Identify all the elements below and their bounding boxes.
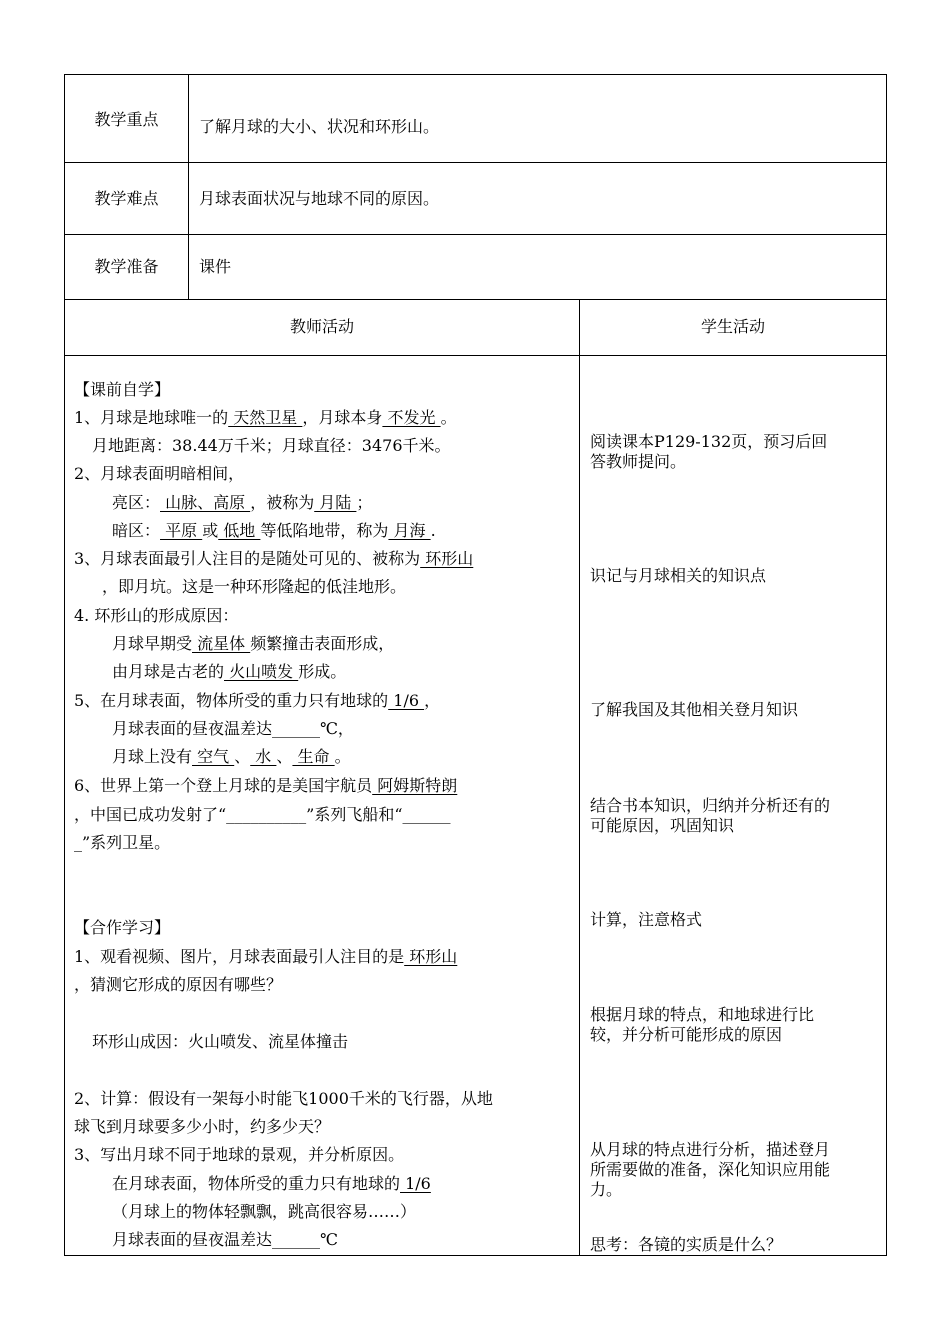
answer-blank: 1/6 [400,1174,431,1193]
student-activity-7-cont: 所需要做的准备，深化知识应用能 [590,1160,831,1179]
answer-blank: 火山喷发 [224,662,299,681]
question-6: 6、世界上第一个登上月球的是美国宇航员 阿姆斯特朗 [74,776,458,795]
student-activity-6-cont: 较，并分析可能形成的原因 [590,1025,783,1044]
question-3: 3、月球表面最引人注目的是随处可见的、被称为 环形山 [74,549,474,568]
section-title-cooperative: 【合作学习】 [74,918,171,937]
student-activity-3: 了解我国及其他相关登月知识 [590,700,799,719]
answer-blank: 平原 [160,521,203,540]
coop-question-1: 1、观看视频、图片，月球表面最引人注目的是 环形山 [74,947,458,966]
temperature-line-2: 月球表面的昼夜温差达______℃ [112,1230,338,1249]
answer-blank: 1/6 [388,691,425,710]
answer-blank: 空气 [192,747,235,766]
answer-blank: 环形山 [404,947,458,966]
student-activity-7-cont-2: 力。 [590,1180,623,1199]
row-content-difficulties: 月球表面状况与地球不同的原因。 [199,189,440,208]
table-border [64,1255,887,1256]
answer-blank: 不发光 [382,408,441,427]
answer-blank: 低地 [218,521,261,540]
table-border [188,74,189,300]
row-label-preparation: 教学准备 [94,257,159,276]
question-1: 1、月球是地球唯一的 天然卫星 ，月球本身 不发光 。 [74,408,457,427]
answer-blank: 水 [250,747,277,766]
question-2: 2、月球表面明暗相间， [74,464,245,483]
coop-question-2: 2、计算：假设有一架每小时能飞1000千米的飞行器，从地 [74,1089,493,1108]
coop-question-3: 3、写出月球不同于地球的景观，并分析原因。 [74,1145,405,1164]
table-border [886,74,887,1256]
question-5: 5、在月球表面，物体所受的重力只有地球的 1/6 ， [74,691,441,710]
answer-blank: ______ [272,1230,321,1249]
table-border [64,355,887,356]
student-activity-1: 阅读课本P129-132页，预习后回 [590,432,828,451]
answer-blank: 流星体 [192,634,251,653]
student-activity-4: 结合书本知识，归纳并分析还有的 [590,796,831,815]
answer-blank: 环形山 [420,549,474,568]
row-label-key-points: 教学重点 [94,110,159,129]
coop-question-1-cont: ，猜测它形成的原因有哪些？ [74,975,283,994]
student-activity-2: 识记与月球相关的知识点 [590,566,767,585]
moon-distance-line: 月地距离：38.44万千米；月球直径：3476千米。 [92,436,451,455]
question-4: 4. 环形山的形成原因： [74,606,239,625]
no-life-line: 月球上没有 空气 、 水 、 生命 。 [112,747,351,766]
table-border [64,74,65,1256]
cause-line-1: 月球早期受 流星体 频繁撞击表面形成， [112,634,395,653]
bright-area-line: 亮区： 山脉、高原 ，被称为 月陆 ； [112,493,373,512]
crater-causes: 环形山成因：火山喷发、流星体撞击 [92,1032,349,1051]
dark-area-line: 暗区： 平原 或 低地 等低陷地带，称为 月海 . [112,521,436,540]
row-label-difficulties: 教学难点 [94,189,159,208]
answer-blank: ______ [272,719,321,738]
answer-blank: 天然卫星 [228,408,303,427]
column-header-teacher: 教师活动 [289,317,354,336]
answer-blank: 生命 [292,747,335,766]
gravity-line: 在月球表面，物体所受的重力只有地球的 1/6 [112,1174,431,1193]
section-title-pre-study: 【课前自学】 [74,380,171,399]
row-content-key-points: 了解月球的大小、状况和环形山。 [199,117,440,136]
student-activity-6: 根据月球的特点，和地球进行比 [590,1005,815,1024]
student-activity-1-cont: 答教师提问。 [590,452,687,471]
student-activity-5: 计算，注意格式 [590,910,703,929]
student-activity-7: 从月球的特点进行分析，描述登月 [590,1140,831,1159]
answer-blank: 阿姆斯特朗 [372,776,458,795]
answer-blank: 月海 [388,521,431,540]
student-activity-4-cont: 可能原因，巩固知识 [590,816,735,835]
answer-blank: 山脉、高原 [160,493,251,512]
temperature-line: 月球表面的昼夜温差达______℃， [112,719,354,738]
cause-line-2: 由月球是古老的 火山喷发 形成。 [112,662,347,681]
column-header-student: 学生活动 [700,317,765,336]
gravity-note: （月球上的物体轻飘飘，跳高很容易……） [112,1202,417,1221]
question-6-cont-2: _”系列卫星。 [74,833,171,852]
question-3-cont: ，即月坑。这是一种环形隆起的低洼地形。 [102,577,407,596]
coop-question-2-cont: 球飞到月球要多少小时，约多少天？ [74,1117,331,1136]
row-content-preparation: 课件 [199,257,232,276]
table-border [579,299,580,1256]
student-activity-8: 思考：各镜的实质是什么？ [590,1235,783,1254]
answer-blank: 月陆 [314,493,357,512]
question-6-cont: ，中国已成功发射了“__________”系列飞船和“______ [74,805,451,824]
